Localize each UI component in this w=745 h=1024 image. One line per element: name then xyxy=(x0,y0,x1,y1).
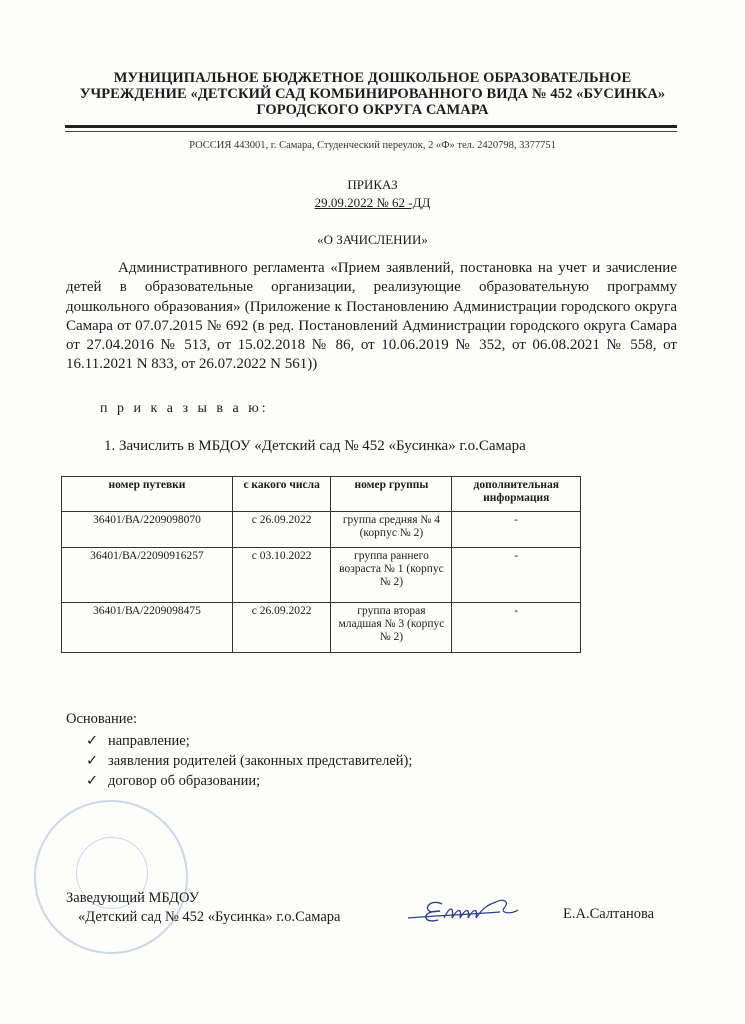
table-header-cell: дополнительная информация xyxy=(452,477,581,512)
handwritten-signature xyxy=(400,888,540,933)
table-cell: группа средняя № 4 (корпус № 2) xyxy=(331,512,452,548)
checkmark-icon: ✓ xyxy=(86,733,99,749)
order-subject: «О ЗАЧИСЛЕНИИ» xyxy=(317,232,428,247)
signatory-position-line-2: «Детский сад № 452 «Бусинка» г.о.Самара xyxy=(78,909,341,925)
table-row xyxy=(62,603,581,653)
order-directive: п р и к а з ы в а ю: xyxy=(100,401,269,416)
list-item-text: направление; xyxy=(108,733,190,749)
table-cell: 36401/ВА/22090916257 xyxy=(62,548,233,603)
table-header-cell: номер путевки xyxy=(62,477,233,512)
signatory-name: Е.А.Салтанова xyxy=(563,906,655,922)
table-row xyxy=(62,548,581,603)
org-line-2: УЧРЕЖДЕНИЕ «ДЕТСКИЙ САД КОМБИНИРОВАННОГО ВИДА № 452 «БУСИНКА» xyxy=(79,86,666,102)
table-cell: 36401/ВА/2209098475 xyxy=(62,603,233,653)
org-line-1: МУНИЦИПАЛЬНОЕ БЮДЖЕТНОЕ ДОШКОЛЬНОЕ ОБРАЗОВАТЕЛЬНОЕ xyxy=(113,70,632,86)
header-divider-thin xyxy=(65,131,677,132)
org-line-3: ГОРОДСКОГО ОКРУГА САМАРА xyxy=(256,102,489,118)
table-header-cell: номер группы xyxy=(331,477,452,512)
table-header-row xyxy=(62,477,581,512)
signatory-position-line-1: Заведующий МБДОУ xyxy=(66,890,199,906)
table-header-cell: с какого числа xyxy=(232,477,330,512)
header-divider-thick xyxy=(65,125,677,128)
order-date-number-text: 29.09.2022 № 62 -ДД xyxy=(314,195,431,210)
official-seal xyxy=(34,800,188,954)
list-item xyxy=(86,751,412,771)
list-item-text: договор об образовании; xyxy=(108,773,261,789)
table-cell: - xyxy=(452,603,581,653)
checkmark-icon: ✓ xyxy=(86,753,99,769)
table-cell: - xyxy=(452,512,581,548)
order-date-number xyxy=(0,195,745,211)
table-cell: - xyxy=(452,548,581,603)
table-row xyxy=(62,512,581,548)
table-cell: с 26.09.2022 xyxy=(232,512,330,548)
organization-address: РОССИЯ 443001, г. Самара, Студенческий переулок, 2 «Ф» тел. 2420798, 3377751 xyxy=(189,140,556,151)
order-body-paragraph: Административного регламента «Прием заявлений, постановка на учет и зачисление детей в образовательные организации, реализующие образовательную программу дошкольного образования» (Приложение к Постановлению Администрации городского округа Самара от 07.07.2015 № 692 (в ред. Постановлений Администрации городского округа Самара от 27.04.2016 № 513, от 15.02.2018 № 86, от 10.06.2019 № 352, от 06.08.2021 № 558, от 16.11.2021 N 833, от 26.07.2022 N 561)) xyxy=(66,260,677,373)
order-item-1: 1. Зачислить в МБДОУ «Детский сад № 452 «Бусинка» г.о.Самара xyxy=(104,438,526,454)
list-item xyxy=(86,731,412,751)
table-cell: группа вторая младшая № 3 (корпус № 2) xyxy=(331,603,452,653)
table-cell: 36401/ВА/2209098070 xyxy=(62,512,233,548)
list-item-text: заявления родителей (законных представителей); xyxy=(108,753,413,769)
list-item xyxy=(86,771,412,791)
table-cell: группа раннего возраста № 1 (корпус № 2) xyxy=(331,548,452,603)
basis-list xyxy=(86,731,412,791)
organization-header xyxy=(60,70,685,118)
table-cell: с 26.09.2022 xyxy=(232,603,330,653)
order-title: ПРИКАЗ xyxy=(347,177,398,192)
enrollment-table xyxy=(61,476,581,653)
signatory-position xyxy=(66,889,340,927)
basis-title: Основание: xyxy=(66,711,137,727)
table-cell: с 03.10.2022 xyxy=(232,548,330,603)
checkmark-icon: ✓ xyxy=(86,773,99,789)
